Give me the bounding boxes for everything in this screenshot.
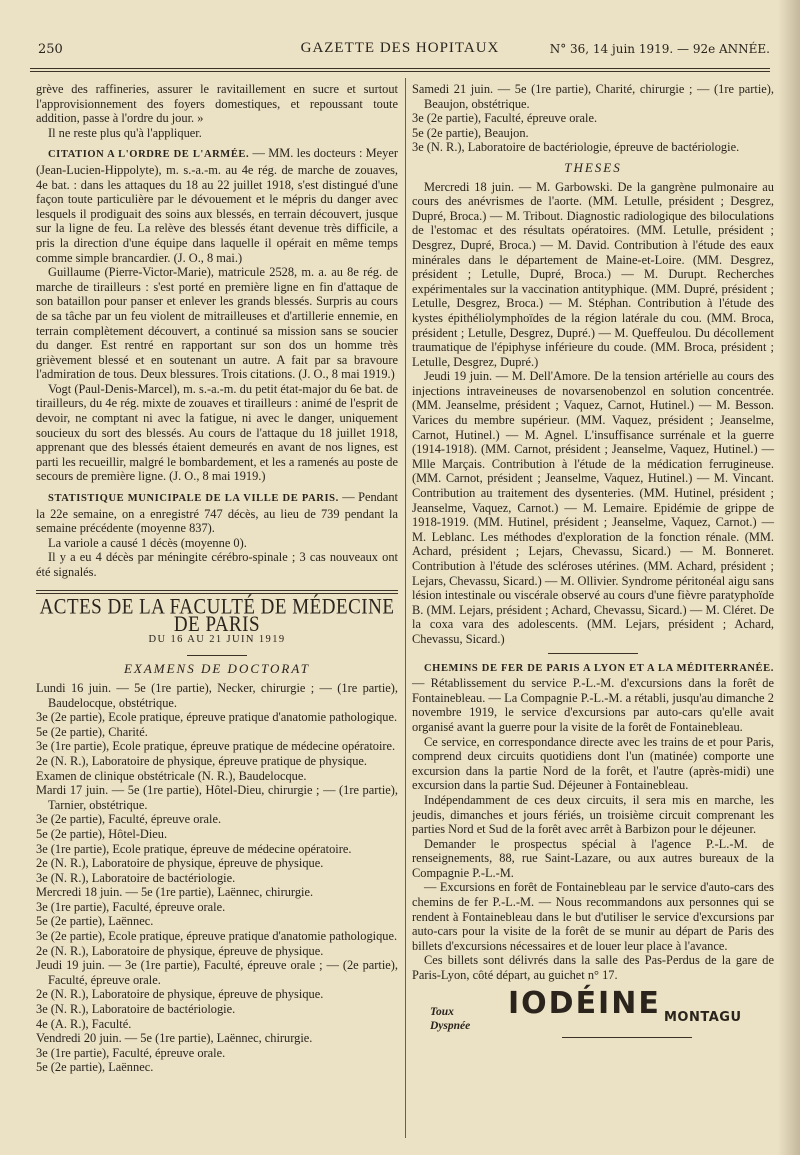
citation-text: — MM. les docteurs : Meyer (Jean-Lucien-Hippolyte), m. s.-a.-m. au 4e rég. de marche de zouaves, 4e bat. : dans les attaques du 18 au 22 juillet 1918, s'est distingué d'une façon toute particulière par le dévouement et le mépris du danger avec lesquels il prodiguait des soins aux blessés, en terrain découvert, jusque sur la ligne de feu. La relève des blessés étant devenue très difficile, a pris la direction d'une équipe dans laquelle il opérait en même temps comme simple brancardier. (J. O., 8 mai.)	[36, 146, 399, 265]
exam-entry: 3e (1re partie), Faculté, épreuve orale.	[36, 1045, 226, 1060]
paragraph: Demander le prospectus spécial à l'agence P.-L.-M. de renseignements, 88, rue Saint-Lazare, ou aux autres bureaux de la Compagnie P.-L.-M.	[412, 836, 774, 880]
exam-entry: Examen de clinique obstétricale (N. R.), Baudelocque.	[36, 768, 307, 783]
exam-entry: 5e (2e partie), Laënnec.	[36, 1060, 154, 1075]
ad-brand: MONTAGU	[664, 1009, 742, 1025]
exam-entry: 3e (N. R.), Laboratoire de bactériologie, épreuve de bactériologie.	[412, 140, 740, 155]
exam-entry: 3e (1re partie), Ecole pratique, épreuve pratique de médecine opératoire.	[36, 739, 396, 754]
exam-entry: 2e (N. R.), Laboratoire de physique, épreuve de physique.	[36, 987, 324, 1002]
exam-entry: Mercredi 18 juin. — 5e (1re partie), Laënnec, chirurgie.	[36, 885, 314, 900]
column-divider	[405, 78, 406, 1138]
short-rule	[548, 653, 638, 654]
theses-heading: THESES	[564, 159, 622, 175]
citation-paragraph	[36, 146, 398, 265]
paragraph: Vogt (Paul-Denis-Marcel), m. s.-a.-m. du petit état-major du 6e bat. de tirailleurs, du 4e rég. mixte de zouaves et tirailleurs : animé de l'esprit de devoir, ne comptant ni avec la fatigue, ni avec le danger, uniquement soucieux du sort des blessés. Au cours de l'attaque du 18 juillet 1918, apprenant que des blessés étaient demeurés en avant de nos lignes, est parti les recueillir, malgré le bombardement, et les a ramenés au poste de secours de première ligne. (J. O., 8 mai 1919.)	[36, 381, 398, 484]
ad-rule	[562, 1037, 692, 1038]
exam-entry: 3e (N. R.), Laboratoire de bactériologie.	[36, 870, 236, 885]
exam-entry: 3e (N. R.), Laboratoire de bactériologie.	[36, 1002, 236, 1017]
paragraph: Ces billets sont délivrés dans la salle des Pas-Perdus de la gare de Paris-Lyon, côté départ, au guichet n° 17.	[412, 953, 774, 983]
statistics-heading: STATISTIQUE MUNICIPALE DE LA VILLE DE PARIS.	[48, 493, 339, 505]
short-rule	[187, 655, 247, 656]
ad-product-name: IODÉINE	[508, 985, 661, 1021]
exam-entry: 2e (N. R.), Laboratoire de physique, épreuve pratique de physique.	[36, 753, 367, 768]
issue-info: N° 36, 14 juin 1919. — 92e ANNÉE.	[549, 42, 770, 56]
railway-text: — Rétablissement du service P.-L.-M. d'excursions dans la forêt de Fontainebleau. — La Compagnie P.-L.-M. a rétabli, jusqu'au dimanche 2 novembre 1919, le service d'excursions par auto-cars qu'elle avait organisé avant la guerre pour la visite de la forêt de Fontainebleau.	[412, 676, 774, 734]
theses-paragraph: Jeudi 19 juin. — M. Dell'Amore. De la tension artérielle au cours des injections intraveineuses de novarsenobenzol en solution concentrée. (MM. Jeanselme, président ; Vaquez, Carnot, Hutinel.) — M. Besson. Varices du membre supérieur. (MM. Vaquez, président ; Jeanselme, Carnot, Hutinel.) — M. Agnel. L'insuffisance surrénale et la guerre (1914-1918). (MM. Carnot, président ; Jeanselme, Vaquez, Hutinel.) — Mlle Marçais. Contribution à l'étude de la médication ferrugineuse. (MM. Carnot, président ; Jeanselme, Vaquez, Hutinel.) — M. Vincant. Contribution au traitement des dysenteries. (MM. Hutinel, président ; Jeanselme, Vaquez, Carnot.) — M. Lemaire. Epidémie de grippe de 1918-1919. (MM. Hutinel, président ; Jeanselme, Vaquez, Carnot.) — M. Leblanc. Les méthodes d'exploration de la fonction rénale. (MM. Achard, président ; Lejars, Chevassu, Sicard.) — M. Bonneret. Contribution à l'étude des scléroses utérines. (MM. Achard, président ; Lejars, Chevassu, Sicard.) — M. Ollivier. Syndrome péritonéal aigu sans lésion intestinale ou viscérale observé au cours d'une fièvre paratyphoïde B. (MM. Lejars, président ; Achard, Chevassu, Sicard.) — M. Cléret. De la coxa vara des adolescents. (MM. Lejars, président ; Achard, Chevassu, Sicard.)	[412, 369, 775, 646]
exam-entry: 3e (2e partie), Faculté, épreuve orale.	[412, 111, 598, 126]
paragraph: — Excursions en forêt de Fontainebleau par le service d'auto-cars des chemins de fer P.-L.-M. — Nous recommandons aux personnes qui se rendent à Fontainebleau dans le but d'utiliser le service d'excursions par auto-cars pour la visite de la forêt de se munir au départ de Paris des billets d'excursions nécessaires et de louer leur place à l'avance.	[412, 880, 774, 953]
exam-entry: 5e (2e partie), Charité.	[36, 724, 148, 739]
paragraph: Guillaume (Pierre-Victor-Marie), matricule 2528, m. a. au 8e rég. de marche de tirailleurs : s'est porté en première ligne en fin d'attaque de son bataillon pour panser et enlever les grands blessés. Surpris au cours de sa tâche par un feu violent de mitrailleuses et d'artillerie ennemie, en terrain complètement découvert, a continué sa mission sans se soucier du danger. Est rentré en rapportant sur son dos un homme très grièvement blessé et en soutenant un autre. A fait par sa bravoure l'admiration de tous. Deux blessures. Trois citations. (J. O., 8 mai 1919.)	[36, 265, 398, 382]
header-rule	[30, 68, 770, 69]
exam-entry: Lundi 16 juin. — 5e (1re partie), Necker, chirurgie ; — (1re partie), Baudelocque, obstétrique.	[36, 680, 398, 710]
exam-entry: Mardi 17 juin. — 5e (1re partie), Hôtel-Dieu, chirurgie ; — (1re partie), Tarnier, obstétrique.	[36, 783, 398, 812]
paragraph: Il y a eu 4 décès par méningite cérébro-spinale ; 3 cas nouveaux ont été signalés.	[36, 550, 398, 579]
header-rule-2	[30, 71, 770, 72]
exam-entry: 2e (N. R.), Laboratoire de physique, épreuve de physique.	[36, 856, 324, 871]
exam-entry: Vendredi 20 juin. — 5e (1re partie), Laënnec, chirurgie.	[36, 1031, 313, 1046]
section-subtitle: DU 16 AU 21 JUIN 1919	[148, 633, 286, 645]
exam-entry: 3e (1re partie), Ecole pratique, épreuve de médecine opératoire.	[36, 841, 352, 856]
exam-entry: 5e (2e partie), Laënnec.	[36, 914, 154, 929]
journal-title: GAZETTE DES HOPITAUX	[300, 40, 500, 56]
exam-entry: 5e (2e partie), Beaujon.	[412, 125, 529, 140]
railway-heading: CHEMINS DE FER DE PARIS A LYON ET A LA MÉDITERRANÉE.	[424, 662, 774, 674]
paragraph: Indépendamment de ces deux circuits, il sera mis en marche, les jeudis, dimanches et jours fériés, un troisième circuit comprenant les parties Nord et Sud de la forêt avec arrêt à Barbizon pour le déjeuner.	[412, 792, 774, 837]
paragraph: La variole a causé 1 décès (moyenne 0).	[48, 535, 247, 550]
left-column	[36, 82, 398, 1075]
advertisement	[412, 985, 774, 1045]
ad-symptom: Dyspnée	[430, 1019, 471, 1032]
page-number: 250	[38, 42, 63, 57]
exam-entry: Jeudi 19 juin. — 3e (1re partie), Faculté, épreuve orale ; — (2e partie), Faculté, épreuve orale.	[36, 958, 398, 987]
exam-entry: 3e (2e partie), Ecole pratique, épreuve pratique d'anatomie pathologique.	[36, 929, 398, 944]
paragraph: Il ne reste plus qu'à l'appliquer.	[48, 125, 202, 140]
paragraph: Ce service, en correspondance directe avec les trains de et pour Paris, comprend deux circuits quotidiens dont l'un (matinée) comporte une excursion dans la partie Nord de la forêt, et l'autre (après-midi) une excursion dans la partie Sud. Déjeuner à Fontainebleau.	[412, 734, 774, 793]
exam-entry: 3e (1re partie), Faculté, épreuve orale.	[36, 899, 226, 914]
exam-entry: 3e (2e partie), Ecole pratique, épreuve pratique d'anatomie pathologique.	[36, 710, 398, 725]
exam-entry: Samedi 21 juin. — 5e (1re partie), Charité, chirurgie ; — (1re partie), Beaujon, obstétrique.	[412, 82, 774, 111]
section-rule	[36, 590, 398, 594]
subsection-heading: EXAMENS DE DOCTORAT	[123, 661, 311, 677]
exam-entry: 5e (2e partie), Hôtel-Dieu.	[36, 826, 168, 841]
railway-paragraph	[412, 660, 774, 735]
page-header	[30, 34, 770, 68]
right-column	[412, 82, 774, 1045]
statistics-paragraph	[36, 490, 398, 536]
statistics-text: — Pendant la 22e semaine, on a enregistré 747 décès, au lieu de 739 pendant la semaine précédente (moyenne 837).	[36, 490, 398, 536]
section-title: ACTES DE LA FACULTÉ DE MÉDECINE DE PARIS	[39, 594, 395, 636]
exam-entry: 3e (2e partie), Faculté, épreuve orale.	[36, 812, 222, 827]
citation-heading: CITATION A L'ORDRE DE L'ARMÉE.	[48, 149, 250, 161]
exam-entry: 2e (N. R.), Laboratoire de physique, épreuve de physique.	[36, 943, 324, 958]
theses-paragraph: Mercredi 18 juin. — M. Garbowski. De la gangrène pulmonaire au cours des anévrismes de l'aorte. (MM. Letulle, président ; Desgrez, Dupré, Broca.) — M. Tribout. Diagnostic radiologique des biloculations de l'estomac et des résultats opératoires. (MM. Letulle, président ; Desgrez, Dupré, Broca.) — M. David. Contribution à l'étude des eaux minérales dans le département de Maine-et-Loire. (MM. Desgrez, président ; Letulle, Dupré, Broca.) — M. Durupt. Recherches expérimentales sur la vaccination antityphique. (MM. Dupré, président ; Letulle, Desgrez, Broca.) — M. Stéphan. Contribution à l'étude des kystes épithéliolymphoïdes de la région latérale du cou. (MM. Broca, président ; Letulle, Desgrez, Dupré.) — M. Queffeulou. Du décollement traumatique de l'épiphyse inférieure du coude. (MM. Broca, président ; Letulle, Desgrez, Dupré.)	[412, 179, 774, 369]
paragraph: grève des raffineries, assurer le ravitaillement en sucre et surtout l'approvisionnement des foyers domestiques, et repoussant toute addition, passe à l'ordre du jour. »	[36, 82, 398, 126]
ad-symptoms	[430, 1005, 470, 1033]
exam-entry: 4e (A. R.), Faculté.	[36, 1016, 132, 1031]
ad-symptom: Toux	[430, 1005, 454, 1018]
